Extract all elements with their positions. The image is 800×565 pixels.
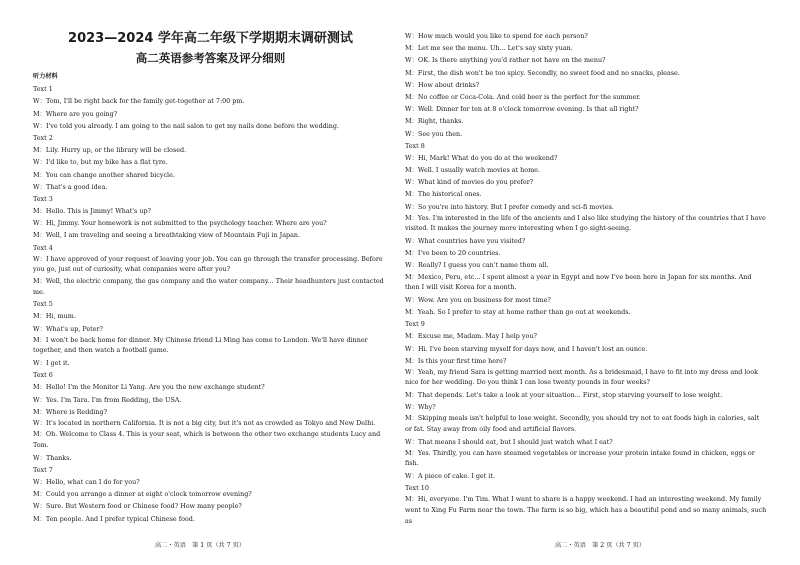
left-page-column	[33, 0, 388, 525]
dialogue-line: W：How much would you like to spend for each person?	[405, 32, 588, 40]
dialogue-line: M：That depends. Let's take a look at your situation... First, stop starving yourself to lose weight.	[405, 391, 723, 400]
dialogue-line: M：The historical ones.	[405, 190, 482, 199]
dialogue-line: M：Ten people. And I prefer typical Chinese food.	[33, 514, 195, 523]
dialogue-line: M：I've been to 20 countries.	[405, 249, 501, 258]
dialogue-line: W：Hi. I've been starving myself for days now, and I haven't lost an ounce.	[405, 344, 648, 353]
dialogue-line: W：What's up, Peter?	[33, 324, 103, 333]
dialogue-line: W：What kind of movies do you prefer?	[405, 178, 534, 187]
dialogue-line: W：Sure. But Western food or Chinese food? How many people?	[33, 502, 242, 511]
dialogue-line: M：Yes. I'm interested in the life of the ancients and I also like studying the history of the countries that I have visited. It makes the journey more interesting when I go sight-seeing.	[405, 213, 766, 233]
dialogue-line: W：How about drinks?	[405, 80, 480, 89]
dialogue-line: M：Let me see the menu. Uh... Let's say sixty yuan.	[405, 44, 573, 53]
text-heading: Text 5	[33, 300, 53, 309]
text-heading: Text 9	[405, 320, 425, 329]
dialogue-line: M：Well, the electric company, the gas company and the water company... Their headhunters just contacted me.	[33, 277, 384, 296]
dialogue-line: W：So you're into history. But I prefer comedy and sci-fi movies.	[405, 202, 614, 211]
dialogue-line: W：Really? I guess you can't name them all.	[405, 261, 549, 270]
dialogue-line: M：Could you arrange a dinner at eight o'clock tomorrow evening?	[33, 490, 252, 499]
dialogue-line: W：What countries have you visited?	[405, 237, 526, 245]
dialogue-line: M：Is this your first time here?	[405, 356, 507, 365]
right-transcript-list	[405, 0, 767, 527]
dialogue-line: W：Yeah, my friend Sara is getting married next month. As a bridesmaid, I have to fit into my dress and look nice for her wedding. Do you think I can lose twenty pounds in four weeks?	[405, 367, 758, 387]
dialogue-line: W：I'd like to, but my bike has a flat tyre.	[33, 158, 168, 167]
text-heading: Text 3	[33, 194, 53, 203]
dialogue-line: W：Tom, I'll be right back for the family get-together at 7:00 pm.	[33, 97, 245, 106]
dialogue-line: M：Excuse me, Madam. May I help you?	[405, 332, 537, 341]
dialogue-line: W：Why?	[405, 403, 436, 412]
dialogue-line: M：Hi, mum.	[33, 312, 76, 321]
dialogue-line: M：No coffee or Coca-Cola. And cold beer is the perfect for the summer.	[405, 92, 641, 101]
dialogue-line: M：Hello! I'm the Monitor Li Yang. Are you the new exchange student?	[33, 383, 265, 392]
dialogue-line: W：It's located in northern California. It is not a big city, but it's not as crowded as Tokyo and New Delhi.	[33, 418, 376, 427]
dialogue-line: M：Well, I am traveling and seeing a breathtaking view of Mountain Fuji in Japan.	[33, 231, 301, 240]
exam-title: 2023—2024 学年高二年级下学期期末调研测试	[68, 31, 353, 46]
text-heading: Text 7	[33, 465, 53, 474]
dialogue-line: M：Yeah. So I prefer to stay at home rather than go out at weekends.	[405, 307, 631, 316]
dialogue-line: W：I've told you already. I am going to the nail salon to get my nails done before the wedding.	[33, 121, 340, 130]
dialogue-line: M：Well. I usually watch movies at home.	[405, 166, 540, 175]
dialogue-line: M：Yes. Thirdly, you can have steamed vegetables or increase your protein intake found in chicken, eggs or fish.	[405, 448, 755, 468]
right-page-column	[405, 0, 767, 527]
dialogue-line: W：I have approved of your request of leaving your job. You can go through the transfer processing. Before you go, just out of curiosity, what companies were after you?	[33, 254, 383, 274]
dialogue-line: W：Yes. I'm Tara. I'm from Redding, the USA.	[33, 395, 182, 404]
dialogue-line: M：Oh. Welcome to Class 4. This is your seat, which is between the other two exchange students Lucy and Tom.	[33, 430, 381, 450]
dialogue-line: W：That's a good idea.	[33, 182, 108, 191]
listening-section-label: 听力材料	[33, 73, 58, 80]
dialogue-line: W：Hi, Jimmy. Your homework is not submitted to the psychology teacher. Where are you?	[33, 219, 327, 228]
dialogue-line: W：OK. Is there anything you'd rather not have on the menu?	[405, 56, 606, 65]
dialogue-line: M：Where is Redding?	[33, 407, 108, 416]
text-heading: Text 1	[33, 85, 53, 94]
page-footer-right: 高二・英语 第 2 页（共 7 页）	[555, 542, 645, 549]
text-heading: Text 10	[405, 484, 429, 493]
dialogue-line: W：I get it.	[33, 358, 70, 367]
dialogue-line: M：First, the dish won't be too spicy. Secondly, no sweet food and no snacks, please.	[405, 68, 680, 77]
dialogue-line: M：Lily. Hurry up, or the library will be closed.	[33, 146, 187, 155]
dialogue-line: W：Well. Dinner for ten at 8 o'clock tomorrow evening. Is that all right?	[405, 105, 639, 114]
dialogue-line: M：Mexico, Peru, etc... I spent almost a year in Egypt and now I've been here in Japan for six months. And then I will visit Korea for a month.	[405, 272, 752, 292]
dialogue-line: M：Right, thanks.	[405, 117, 464, 126]
left-transcript-list	[33, 83, 388, 525]
dialogue-line: W：That means I should eat, but I should just watch what I eat?	[405, 437, 613, 446]
dialogue-line: M：You can change another shared bicycle.	[33, 170, 175, 179]
dialogue-line: W：See you then.	[405, 129, 463, 138]
dialogue-line: M：Hi, everyone. I'm Tim. What I want to share is a happy weekend. I had an interesting weekend. My family went to Xing Fu Farm near the town. The farm is so big, which has a beautiful pond and so many animals, such as	[405, 495, 767, 525]
dialogue-line: M：I won't be back home for dinner. My Chinese friend Li Ming has come to London. We'll have dinner together, and then watch a football game.	[33, 335, 368, 355]
answer-key-subtitle: 高二英语参考答案及评分细则	[135, 51, 286, 65]
text-heading: Text 8	[405, 141, 425, 150]
page-footer-left: 高二・英语 第 1 页（共 7 页）	[155, 542, 245, 549]
dialogue-line: W：A piece of cake. I get it.	[405, 472, 495, 480]
text-heading: Text 2	[33, 133, 53, 142]
dialogue-line: W：Thanks.	[33, 453, 72, 462]
text-heading: Text 6	[33, 371, 53, 380]
dialogue-line: W：Hello, what can I do for you?	[33, 478, 140, 487]
text-heading: Text 4	[33, 243, 53, 252]
dialogue-line: W：Hi, Mark! What do you do at the weekend?	[405, 153, 558, 162]
dialogue-line: W：Wow. Are you on business for most time?	[405, 295, 551, 304]
dialogue-line: M：Skipping meals isn't helpful to lose weight. Secondly, you should try not to eat foods high in calories, salt or fat. Stay away from oily food and artificial flavors.	[405, 414, 760, 434]
dialogue-line: M：Where are you going?	[33, 109, 118, 118]
dialogue-line: M：Hello. This is Jimmy! What's up?	[33, 207, 151, 216]
